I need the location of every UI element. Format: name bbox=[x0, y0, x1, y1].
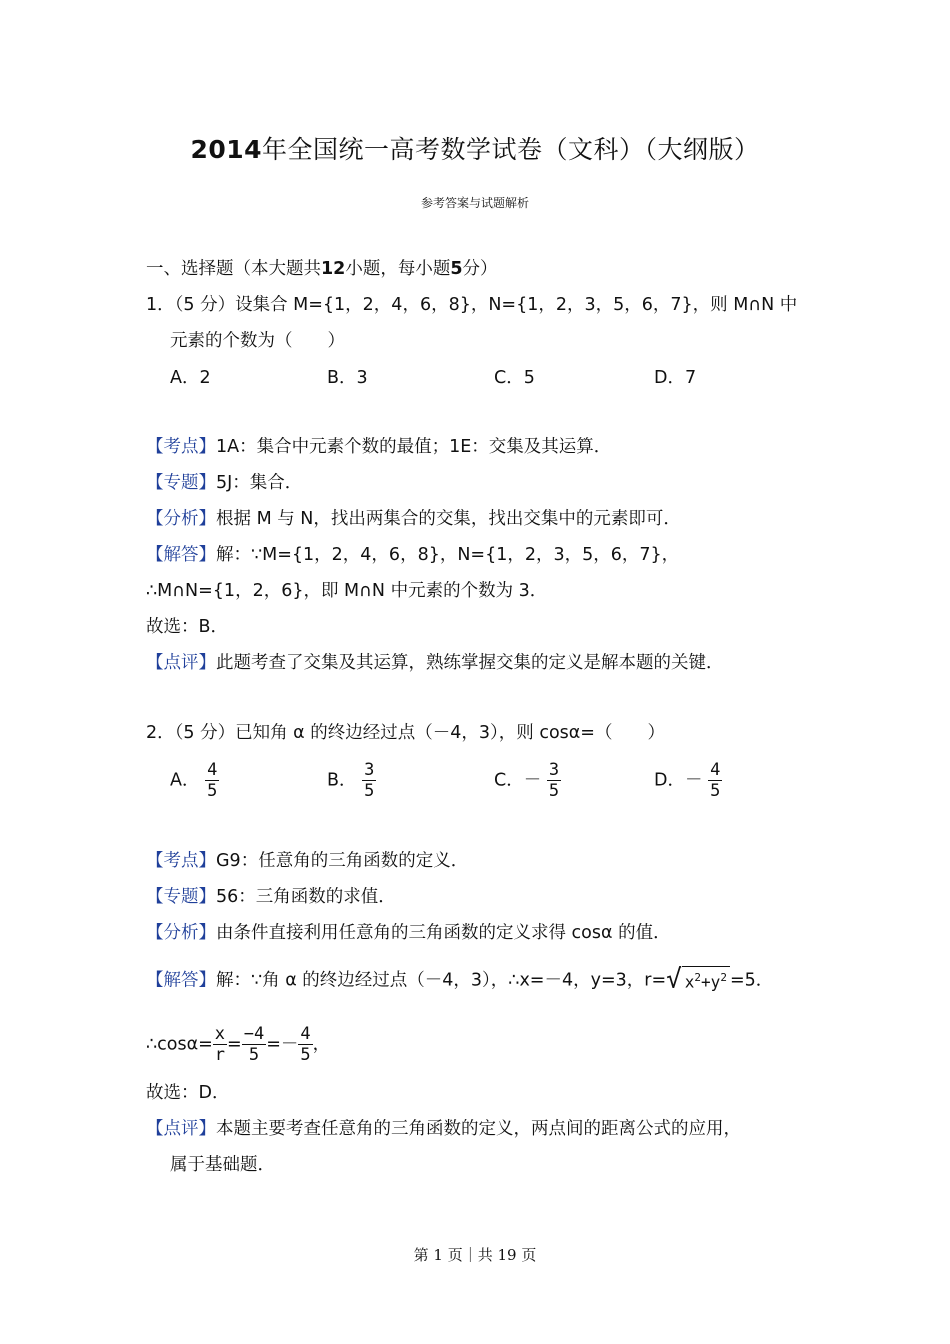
q1-jieda-line2: ∴M∩N={1，2，6}，即 M∩N 中元素的个数为 3． bbox=[146, 581, 548, 601]
q2-option-c: C．－ $\frac{3}{5}$ bbox=[494, 760, 560, 801]
q1-option-d: D．7 bbox=[654, 368, 697, 388]
q2-option-b-fraction: $\frac{3}{5}$ bbox=[364, 760, 375, 801]
page-subtitle: 参考答案与试题解析 bbox=[420, 196, 529, 210]
q2-option-a-fraction: $\frac{4}{5}$ bbox=[207, 760, 218, 801]
q2-fenxi: 【分析】由条件直接利用任意角的三角函数的定义求得 cosα 的值． bbox=[146, 923, 671, 943]
q2-option-c-fraction: $\frac{3}{5}$ bbox=[548, 760, 560, 801]
q1-dianping: 【点评】此题考查了交集及其运算，熟练掌握交集的定义是解本题的关键． bbox=[146, 653, 724, 673]
sqrt-expression: √ $x^2+y^2$ bbox=[666, 966, 730, 995]
q1-jieda: 【解答】解：∵M={1，2，4，6，8}，N={1，2，3，5，6，7}， bbox=[146, 545, 680, 565]
q2-dianping: 【点评】本题主要考查任意角的三角函数的定义，两点间的距离公式的应用， bbox=[146, 1119, 741, 1139]
q2-dianping-line2: 属于基础题． bbox=[170, 1155, 275, 1175]
q2-jieda: 【解答】解：∵角 α 的终边经过点（－4，3），∴x=－4，y=3，r=√ $x^2+y^2 =5$． bbox=[146, 964, 774, 995]
q2-option-a: A． $\frac{4}{5}$ bbox=[170, 760, 218, 801]
q1-option-b: B．3 bbox=[327, 368, 368, 388]
q2-option-d: D．－ $\frac{4}{5}$ bbox=[654, 760, 721, 801]
q1-answer: 故选：B． bbox=[146, 617, 229, 637]
fraction-4-over-5: $\frac{4}{5}$ bbox=[300, 1024, 311, 1065]
q2-cos-derivation: ∴cosα= $\frac{x}{r}$ = $\frac{-4}{5}$ =－ $\frac{4}{5}$ ， bbox=[146, 1024, 331, 1065]
fraction-neg4-over-5: $\frac{-4}{5}$ bbox=[243, 1024, 265, 1065]
q1-zhuanti: 【专题】5J：集合． bbox=[146, 473, 303, 493]
page-footer: 第 1 页｜共 19 页 bbox=[413, 1246, 537, 1264]
q1-option-c: C．5 bbox=[494, 368, 535, 388]
q2-zhuanti: 【专题】56：三角函数的求值． bbox=[146, 887, 396, 907]
q2-kaodian: 【考点】G9：任意角的三角函数的定义． bbox=[146, 851, 469, 871]
q1-option-a: A．2 bbox=[170, 368, 211, 388]
q2-answer: 故选：D． bbox=[146, 1083, 230, 1103]
page-title: 2014年全国统一高考数学试卷（文科）（大纲版） bbox=[190, 135, 760, 164]
q1-fenxi: 【分析】根据 M 与 N，找出两集合的交集，找出交集中的元素即可． bbox=[146, 509, 681, 529]
q2-stem: 2．（5 分）已知角 α 的终边经过点（－4，3），则 cosα=（ ） bbox=[146, 723, 665, 743]
q2-option-d-fraction: $\frac{4}{5}$ bbox=[710, 760, 721, 801]
section-heading: 一、选择题（本大题共12小题，每小题5分） bbox=[146, 259, 498, 279]
q1-stem-line2: 元素的个数为（ ） bbox=[170, 331, 345, 351]
q2-option-b: B． $\frac{3}{5}$ bbox=[327, 760, 375, 801]
fraction-x-over-r: $\frac{x}{r}$ bbox=[214, 1024, 226, 1065]
q1-stem-line1: 1．（5 分）设集合 M={1，2，4，6，8}，N={1，2，3，5，6，7}，则 M∩N 中 bbox=[146, 295, 798, 315]
q1-kaodian: 【考点】1A：集合中元素个数的最值；1E：交集及其运算． bbox=[146, 437, 612, 457]
